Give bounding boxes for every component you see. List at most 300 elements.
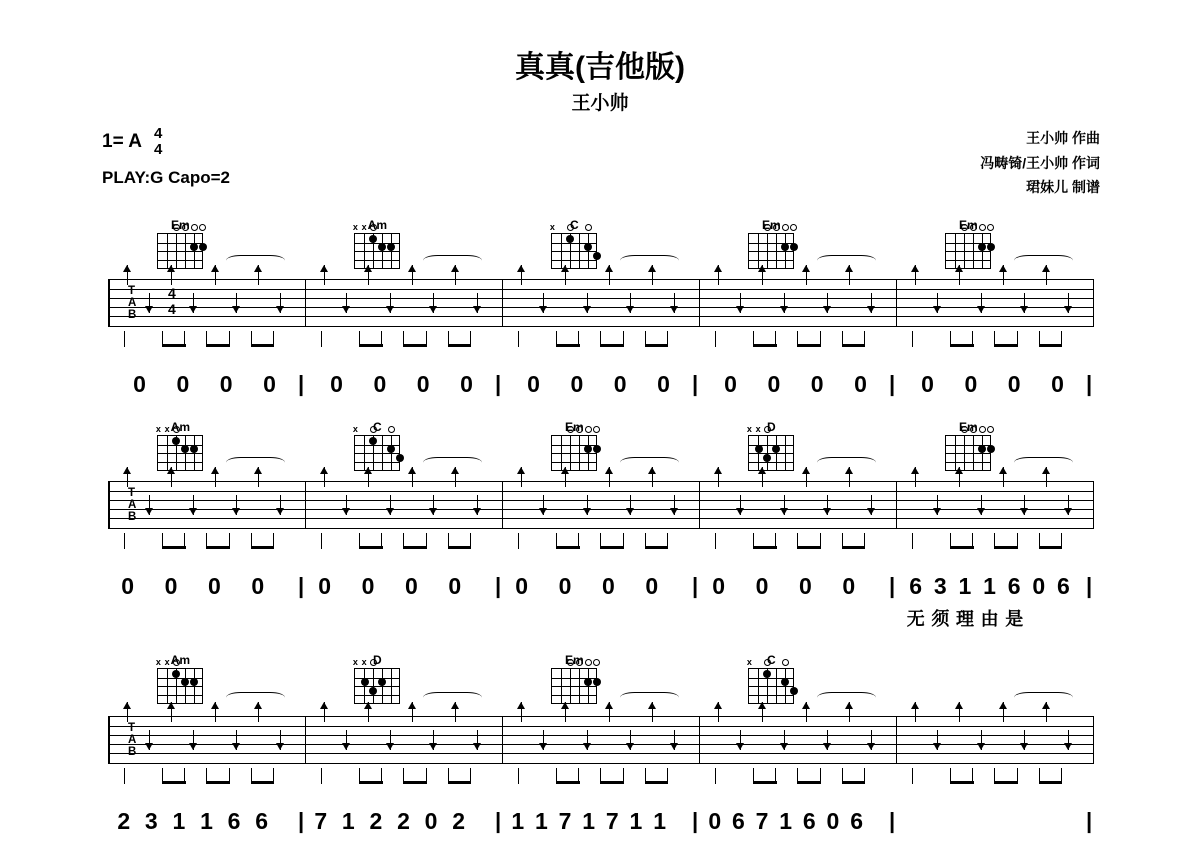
rhythm-beam (1039, 344, 1063, 347)
numeric-row-barline: | (889, 371, 896, 396)
grid-fret-line (158, 686, 202, 687)
chord-finger-dot (369, 437, 377, 445)
note-number: 0 (657, 371, 670, 397)
chord-finger-dot (181, 678, 189, 686)
strum-up-arrow-icon (1041, 265, 1052, 285)
chord-finger-dot (584, 445, 592, 453)
rhythm-stem (912, 768, 913, 784)
chord-finger-dot (987, 243, 995, 251)
rhythm-stem (578, 768, 579, 784)
strum-down-arrow-icon (144, 495, 155, 515)
arrow-head (320, 467, 328, 474)
chord-name: Em (170, 218, 190, 232)
chord-finger-dot (361, 678, 369, 686)
chord-finger-dot (584, 678, 592, 686)
strum-down-arrow-icon (735, 495, 746, 515)
slur-arc (817, 255, 876, 266)
arrow-head (780, 743, 788, 750)
rhythm-stem (623, 331, 624, 347)
chord-finger-dot (199, 243, 207, 251)
chord-finger-dot (790, 243, 798, 251)
rhythm-stem (667, 533, 668, 549)
chord-finger-dot (790, 687, 798, 695)
strum-down-arrow-icon (582, 495, 593, 515)
arrow-head (145, 508, 153, 515)
open-string-circle-icon (764, 224, 771, 231)
note-number: 0 (1007, 371, 1021, 397)
strum-down-arrow-icon (1019, 495, 1030, 515)
arrow-head (211, 265, 219, 272)
note-number: 6 (802, 808, 816, 834)
strum-down-arrow-icon (231, 293, 242, 313)
arrow-head (845, 265, 853, 272)
strum-down-arrow-icon (735, 730, 746, 750)
arrow-head (933, 743, 941, 750)
rhythm-stem (864, 533, 865, 549)
rhythm-stem (912, 533, 913, 549)
open-string-circle-icon (567, 659, 574, 666)
note-number: 0 (767, 371, 781, 397)
muted-string-x-icon: x (352, 424, 358, 434)
rhythm-stem (1061, 768, 1062, 784)
rhythm-stem (864, 768, 865, 784)
strum-up-arrow-icon (910, 702, 921, 722)
staff-line (108, 298, 1093, 299)
rhythm-stem (715, 331, 716, 347)
open-string-circle-icon (567, 224, 574, 231)
tab-clef-letter: T (128, 487, 136, 499)
strum-up-arrow-icon (757, 265, 768, 285)
tab-clef-letter: T (128, 285, 136, 297)
strum-up-arrow-icon (253, 467, 264, 487)
strum-up-arrow-icon (757, 702, 768, 722)
chord-finger-dot (978, 243, 986, 251)
arrow-head (364, 702, 372, 709)
muted-string-x-icon: x (746, 657, 752, 667)
strum-up-arrow-icon (122, 702, 133, 722)
note-number: 0 (515, 573, 529, 599)
rhythm-stem (994, 768, 995, 784)
arrow-head (605, 265, 613, 272)
note-number: 0 (558, 573, 572, 599)
rhythm-stem (797, 533, 798, 549)
barline (502, 481, 503, 529)
staff-left-cap (108, 716, 110, 764)
staff-line (108, 289, 1093, 290)
staff-line (108, 753, 1093, 754)
grid-fret-line (946, 251, 990, 252)
strum-up-arrow-icon (844, 467, 855, 487)
note-number: 1 (511, 808, 525, 834)
chord-finger-dot (172, 437, 180, 445)
strum-down-arrow-icon (866, 293, 877, 313)
note-number: 1 (779, 808, 793, 834)
rhythm-beam (403, 781, 427, 784)
strum-up-arrow-icon (407, 702, 418, 722)
strum-down-arrow-icon (538, 293, 549, 313)
chord-finger-dot (369, 687, 377, 695)
arrow-head (605, 702, 613, 709)
strum-up-arrow-icon (757, 467, 768, 487)
slur-arc (423, 692, 482, 703)
chord-diagram-c (545, 218, 603, 269)
strum-up-arrow-icon (560, 467, 571, 487)
arrow-head (254, 702, 262, 709)
tab-clef-letters (128, 488, 136, 524)
muted-string-x-icon: x (352, 657, 358, 667)
chord-finger-dot (763, 670, 771, 678)
rhythm-stem (359, 331, 360, 347)
strum-down-arrow-icon (735, 293, 746, 313)
rhythm-stem (251, 533, 252, 549)
note-number: 0 (712, 573, 726, 599)
chord-finger-dot (584, 243, 592, 251)
grid-fret-line (552, 695, 596, 696)
muted-string-x-icon: x (155, 424, 161, 434)
chord-name: C (766, 653, 776, 667)
note-number: 0 (251, 573, 265, 599)
arrow-head (802, 265, 810, 272)
chord-name: Am (367, 218, 387, 232)
strum-up-arrow-icon (363, 265, 374, 285)
arrow-head (648, 467, 656, 474)
arrow-head (802, 467, 810, 474)
open-string-circle-icon (764, 659, 771, 666)
strum-up-arrow-icon (450, 467, 461, 487)
grid-fret-line (749, 686, 793, 687)
strum-up-arrow-icon (604, 702, 615, 722)
numeric-row-barline: | (692, 573, 699, 598)
strum-up-arrow-icon (319, 265, 330, 285)
arrow-head (823, 508, 831, 515)
strum-down-arrow-icon (669, 293, 680, 313)
rhythm-stem (518, 533, 519, 549)
grid-fret-line (355, 260, 399, 261)
open-string-circle-icon (576, 659, 583, 666)
strum-down-arrow-icon (275, 293, 286, 313)
rhythm-beam (206, 781, 230, 784)
strum-down-arrow-icon (625, 495, 636, 515)
arrow-head (758, 467, 766, 474)
strum-down-arrow-icon (385, 293, 396, 313)
staff-line (108, 735, 1093, 736)
chord-finger-dot (763, 454, 771, 462)
chord-name: C (569, 218, 579, 232)
rhythm-beam (753, 344, 777, 347)
rhythm-stem (124, 768, 125, 784)
note-number: 0 (361, 573, 375, 599)
slur-arc (226, 692, 285, 703)
arrow-head (517, 467, 525, 474)
arrow-head (408, 265, 416, 272)
rhythm-beam (556, 344, 580, 347)
arrow-head (955, 467, 963, 474)
note-number: 1 (172, 808, 186, 834)
rhythm-stem (556, 331, 557, 347)
chord-diagram-em (939, 420, 997, 471)
rhythm-stem (623, 768, 624, 784)
numeric-row-barline: | (298, 808, 305, 833)
arrow-head (911, 467, 919, 474)
arrow-head (670, 743, 678, 750)
rhythm-stem (556, 533, 557, 549)
strum-down-arrow-icon (1019, 293, 1030, 313)
rhythm-beam (842, 781, 866, 784)
note-number: 0 (1051, 371, 1064, 397)
rhythm-stem (518, 768, 519, 784)
rhythm-stem (426, 768, 427, 784)
strum-up-arrow-icon (801, 265, 812, 285)
strum-down-arrow-icon (144, 730, 155, 750)
strum-down-arrow-icon (932, 730, 943, 750)
arrow-head (1042, 702, 1050, 709)
strum-down-arrow-icon (976, 730, 987, 750)
chord-finger-dot (593, 445, 601, 453)
arrow-head (276, 508, 284, 515)
arrow-head (714, 265, 722, 272)
barline (896, 279, 897, 327)
arrow-head (999, 265, 1007, 272)
strum-up-arrow-icon (363, 467, 374, 487)
staff-line (108, 307, 1093, 308)
tab-staff (108, 279, 1093, 327)
note-number: 1 (958, 573, 972, 599)
rhythm-stem (321, 768, 322, 784)
chord-diagram-c (742, 653, 800, 704)
arrow-head (670, 508, 678, 515)
strum-down-arrow-icon (428, 495, 439, 515)
rhythm-stem (381, 331, 382, 347)
arrow-head (736, 508, 744, 515)
rhythm-stem (578, 533, 579, 549)
arrow-head (933, 508, 941, 515)
grid-fret-line (355, 453, 399, 454)
arrow-head (583, 743, 591, 750)
strum-up-arrow-icon (1041, 702, 1052, 722)
strum-down-arrow-icon (932, 293, 943, 313)
arrow-head (517, 702, 525, 709)
strum-down-arrow-icon (779, 730, 790, 750)
chord-diagram-am (151, 420, 209, 471)
rhythm-beam (645, 344, 669, 347)
strum-down-arrow-icon (341, 730, 352, 750)
slur-arc (817, 457, 876, 468)
arrow-head (736, 743, 744, 750)
grid-fret-line (355, 251, 399, 252)
note-number: 0 (318, 573, 332, 599)
strum-up-arrow-icon (954, 467, 965, 487)
rhythm-stem (556, 768, 557, 784)
rhythm-beam (600, 781, 624, 784)
numeric-row-barline: | (298, 573, 305, 598)
open-string-circle-icon (173, 426, 180, 433)
arrow-head (539, 508, 547, 515)
numeric-row-barline: | (692, 371, 699, 396)
note-number: 0 (854, 371, 867, 397)
rhythm-stem (842, 768, 843, 784)
rhythm-stem (1039, 331, 1040, 347)
arrow-head (473, 508, 481, 515)
note-number: 0 (373, 371, 387, 397)
arrow-head (342, 743, 350, 750)
strum-down-arrow-icon (428, 730, 439, 750)
note-number: 6 (731, 808, 745, 834)
note-number: 6 (909, 573, 923, 599)
strum-up-arrow-icon (713, 265, 724, 285)
arrow-head (999, 467, 1007, 474)
arrow-head (167, 265, 175, 272)
strum-up-arrow-icon (166, 467, 177, 487)
chord-finger-dot (190, 445, 198, 453)
rhythm-beam (162, 546, 186, 549)
grid-fret-line (749, 453, 793, 454)
rhythm-stem (229, 533, 230, 549)
numeric-row-barline: | (1086, 808, 1093, 833)
barline (699, 716, 700, 764)
strum-down-arrow-icon (1063, 293, 1074, 313)
chord-finger-dot (772, 445, 780, 453)
grid-fret-line (946, 260, 990, 261)
rhythm-beam (556, 546, 580, 549)
slur-arc (1014, 255, 1073, 266)
rhythm-stem (321, 331, 322, 347)
strum-down-arrow-icon (976, 495, 987, 515)
chord-finger-dot (378, 243, 386, 251)
rhythm-stem (667, 768, 668, 784)
note-number: 2 (369, 808, 383, 834)
open-string-circle-icon (961, 426, 968, 433)
strum-up-arrow-icon (910, 467, 921, 487)
barline (502, 716, 503, 764)
chord-diagram-d (742, 420, 800, 471)
strum-up-arrow-icon (122, 265, 133, 285)
strum-up-arrow-icon (604, 265, 615, 285)
numeric-row-barline: | (889, 808, 896, 833)
rhythm-stem (842, 533, 843, 549)
note-number: 2 (452, 808, 466, 834)
rhythm-beam (359, 344, 383, 347)
chord-name: Em (564, 420, 584, 434)
strum-down-arrow-icon (669, 495, 680, 515)
arrow-head (955, 702, 963, 709)
open-string-circle-icon (961, 224, 968, 231)
arrow-head (189, 508, 197, 515)
arrow-head (232, 306, 240, 313)
arrow-head (583, 508, 591, 515)
open-string-circle-icon (970, 224, 977, 231)
numeric-notation-row (0, 371, 1200, 405)
arrow-head (517, 265, 525, 272)
strum-down-arrow-icon (932, 495, 943, 515)
chord-finger-dot (781, 678, 789, 686)
note-number: 6 (1007, 573, 1021, 599)
rhythm-beam (797, 781, 821, 784)
strum-up-arrow-icon (647, 467, 658, 487)
barline (699, 279, 700, 327)
arrow-head (933, 306, 941, 313)
rhythm-beam (556, 781, 580, 784)
open-string-circle-icon (979, 426, 986, 433)
rhythm-stem (359, 768, 360, 784)
strum-up-arrow-icon (560, 265, 571, 285)
strum-up-arrow-icon (713, 467, 724, 487)
arrow-head (1064, 743, 1072, 750)
grid-fret-line (355, 695, 399, 696)
rhythm-beam (206, 546, 230, 549)
chord-name: D (766, 420, 776, 434)
note-number: 0 (416, 371, 430, 397)
rhythm-stem (753, 331, 754, 347)
chord-diagram-am (151, 653, 209, 704)
rhythm-beam (797, 546, 821, 549)
muted-string-x-icon: x (755, 424, 761, 434)
arrow-head (429, 508, 437, 515)
arrow-head (429, 743, 437, 750)
note-number: 0 (708, 808, 722, 834)
muted-string-x-icon: x (549, 222, 555, 232)
arrow-head (626, 508, 634, 515)
note-number: 0 (207, 573, 221, 599)
numeric-row-barline: | (495, 371, 502, 396)
arrow-head (845, 467, 853, 474)
strum-up-arrow-icon (844, 265, 855, 285)
chord-finger-dot (396, 454, 404, 462)
note-number: 0 (601, 573, 615, 599)
strum-up-arrow-icon (998, 467, 1009, 487)
rhythm-stem (994, 331, 995, 347)
arrow-head (561, 265, 569, 272)
chord-name: C (372, 420, 382, 434)
rhythm-beam (1039, 781, 1063, 784)
rhythm-stem (381, 768, 382, 784)
chord-diagram-em (545, 653, 603, 704)
staff-line (108, 726, 1093, 727)
strum-down-arrow-icon (472, 495, 483, 515)
rhythm-stem (715, 768, 716, 784)
chord-finger-dot (190, 678, 198, 686)
lyric-syllable: 由 (980, 609, 999, 629)
tab-staff (108, 481, 1093, 529)
rhythm-stem (600, 768, 601, 784)
note-number: 0 (810, 371, 824, 397)
note-number: 1 (200, 808, 213, 834)
note-number: 6 (255, 808, 269, 834)
arrow-head (254, 265, 262, 272)
numeric-notation-row (0, 808, 1200, 842)
arrow-head (1020, 306, 1028, 313)
open-string-circle-icon (370, 426, 377, 433)
barline (305, 279, 306, 327)
note-number: 0 (121, 573, 135, 599)
arrow-head (911, 265, 919, 272)
chord-diagram-em (151, 218, 209, 269)
arrow-head (320, 702, 328, 709)
arrow-head (561, 467, 569, 474)
staff-time-denominator: 4 (168, 301, 176, 318)
strum-down-arrow-icon (625, 293, 636, 313)
strum-up-arrow-icon (516, 467, 527, 487)
rhythm-stem (753, 768, 754, 784)
arrow-head (714, 702, 722, 709)
note-number: 7 (755, 808, 769, 834)
rhythm-stem (470, 331, 471, 347)
rhythm-stem (403, 768, 404, 784)
barline (502, 279, 503, 327)
strum-down-arrow-icon (275, 495, 286, 515)
staff-left-cap (108, 481, 110, 529)
note-number: 0 (404, 573, 418, 599)
staff-line (108, 491, 1093, 492)
